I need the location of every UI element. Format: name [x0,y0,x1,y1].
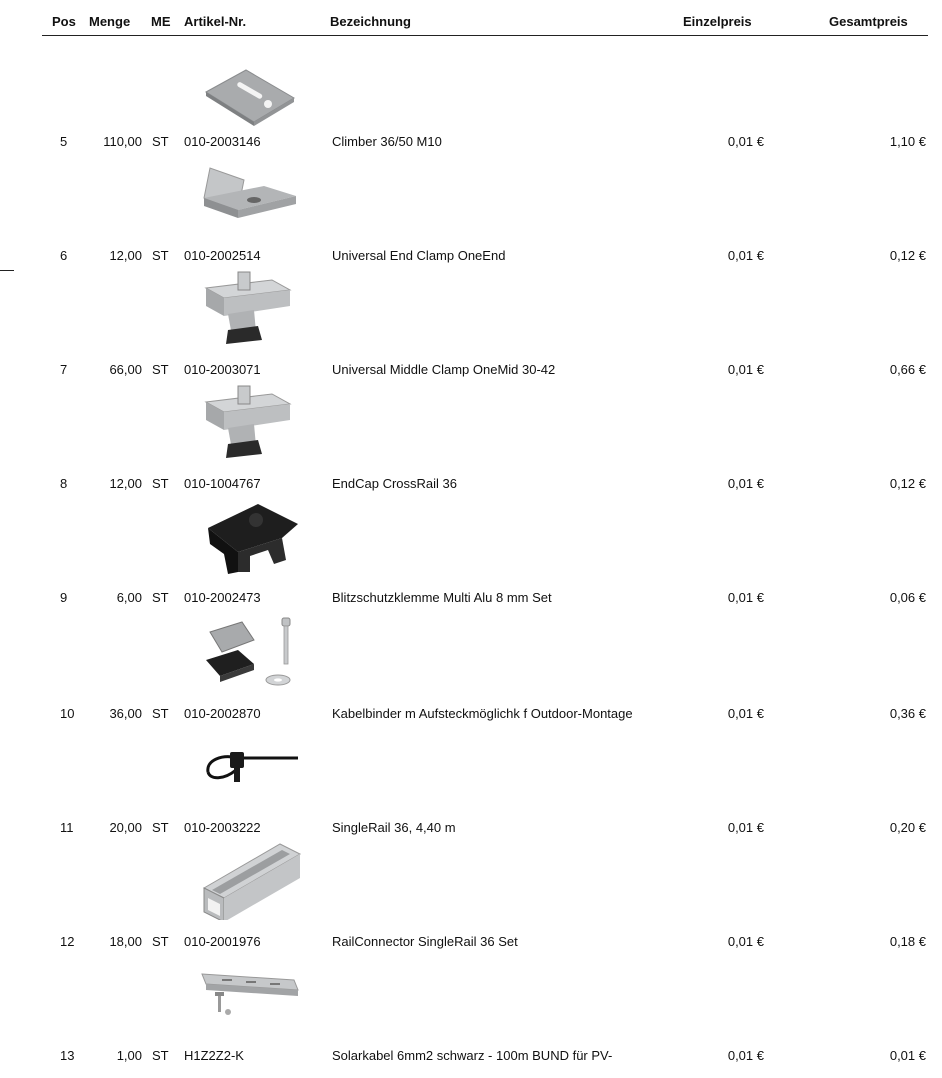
einzelpreis-cell: 0,01 € [727,820,764,835]
single-rail-image [198,842,302,920]
einzelpreis-cell: 0,01 € [727,134,764,149]
bezeichnung-cell: Climber 36/50 M10 [332,134,442,149]
header-me: ME [151,14,171,29]
artikel-cell: 010-2003071 [184,362,261,377]
me-cell: ST [152,476,169,491]
menge-cell: 20,00 [109,820,142,835]
menge-cell: 12,00 [109,476,142,491]
me-cell: ST [152,934,169,949]
gesamtpreis-cell: 0,66 € [889,362,926,377]
me-cell: ST [152,590,169,605]
einzelpreis-cell: 0,01 € [727,248,764,263]
artikel-cell: 010-2003222 [184,820,261,835]
pos-cell: 7 [60,362,68,377]
pos-cell: 11 [60,820,74,835]
climber-plate-image [198,62,302,140]
margin-mark [0,270,14,271]
header-pos: Pos [52,14,76,29]
bezeichnung-cell: EndCap CrossRail 36 [332,476,458,491]
bezeichnung-cell: Universal Middle Clamp OneMid 30-42 [332,362,556,377]
menge-cell: 36,00 [109,706,142,721]
header-bezeichnung: Bezeichnung [330,14,411,29]
gesamtpreis-cell: 0,12 € [889,248,926,263]
artikel-cell: 010-2002870 [184,706,261,721]
me-cell: ST [152,1048,169,1063]
artikel-cell: 010-2003146 [184,134,261,149]
einzelpreis-cell: 0,01 € [727,706,764,721]
pos-cell: 6 [60,248,68,263]
header-menge: Menge [89,14,131,29]
header-artikel: Artikel-Nr. [184,14,247,29]
artikel-cell: 010-2002473 [184,590,261,605]
header-gesamtpreis: Gesamtpreis [829,14,908,29]
gesamtpreis-cell: 0,01 € [889,1048,926,1063]
artikel-cell: H1Z2Z2-K [184,1048,244,1063]
middle-clamp-image [198,384,302,462]
pos-cell: 9 [60,590,68,605]
gesamtpreis-cell: 0,36 € [889,706,926,721]
header-divider [42,35,928,36]
bezeichnung-cell: Solarkabel 6mm2 schwarz - 100m BUND für PV- [332,1048,613,1063]
artikel-cell: 010-1004767 [184,476,261,491]
me-cell: ST [152,362,169,377]
cable-tie-image [198,728,302,806]
menge-cell: 6,00 [116,590,142,605]
einzelpreis-cell: 0,01 € [727,934,764,949]
bezeichnung-cell: RailConnector SingleRail 36 Set [332,934,518,949]
me-cell: ST [152,706,169,721]
me-cell: ST [152,248,169,263]
pos-cell: 12 [60,934,75,949]
rail-connector-image [198,958,302,1036]
pos-cell: 13 [60,1048,75,1063]
menge-cell: 66,00 [109,362,142,377]
gesamtpreis-cell: 0,06 € [889,590,926,605]
pos-cell: 10 [60,706,75,721]
gesamtpreis-cell: 0,20 € [889,820,926,835]
end-cap-image [198,498,302,576]
menge-cell: 110,00 [103,134,142,149]
pos-cell: 8 [60,476,68,491]
einzelpreis-cell: 0,01 € [727,590,764,605]
header-einzelpreis: Einzelpreis [683,14,752,29]
bezeichnung-cell: Universal End Clamp OneEnd [332,248,506,263]
lightning-clamp-image [198,612,302,690]
me-cell: ST [152,820,169,835]
artikel-cell: 010-2002514 [184,248,261,263]
pos-cell: 5 [60,134,68,149]
menge-cell: 12,00 [109,248,142,263]
einzelpreis-cell: 0,01 € [727,476,764,491]
me-cell: ST [152,134,169,149]
menge-cell: 18,00 [109,934,142,949]
middle-clamp-image [198,270,302,348]
bezeichnung-cell: Blitzschutzklemme Multi Alu 8 mm Set [332,590,552,605]
bezeichnung-cell: Kabelbinder m Aufsteckmöglichk f Outdoor-Montage [332,706,633,721]
bezeichnung-cell: SingleRail 36, 4,40 m [332,820,456,835]
gesamtpreis-cell: 0,12 € [889,476,926,491]
end-clamp-image [198,158,302,236]
gesamtpreis-cell: 0,18 € [889,934,926,949]
gesamtpreis-cell: 1,10 € [889,134,926,149]
einzelpreis-cell: 0,01 € [727,362,764,377]
artikel-cell: 010-2001976 [184,934,261,949]
menge-cell: 1,00 [116,1048,142,1063]
einzelpreis-cell: 0,01 € [727,1048,764,1063]
